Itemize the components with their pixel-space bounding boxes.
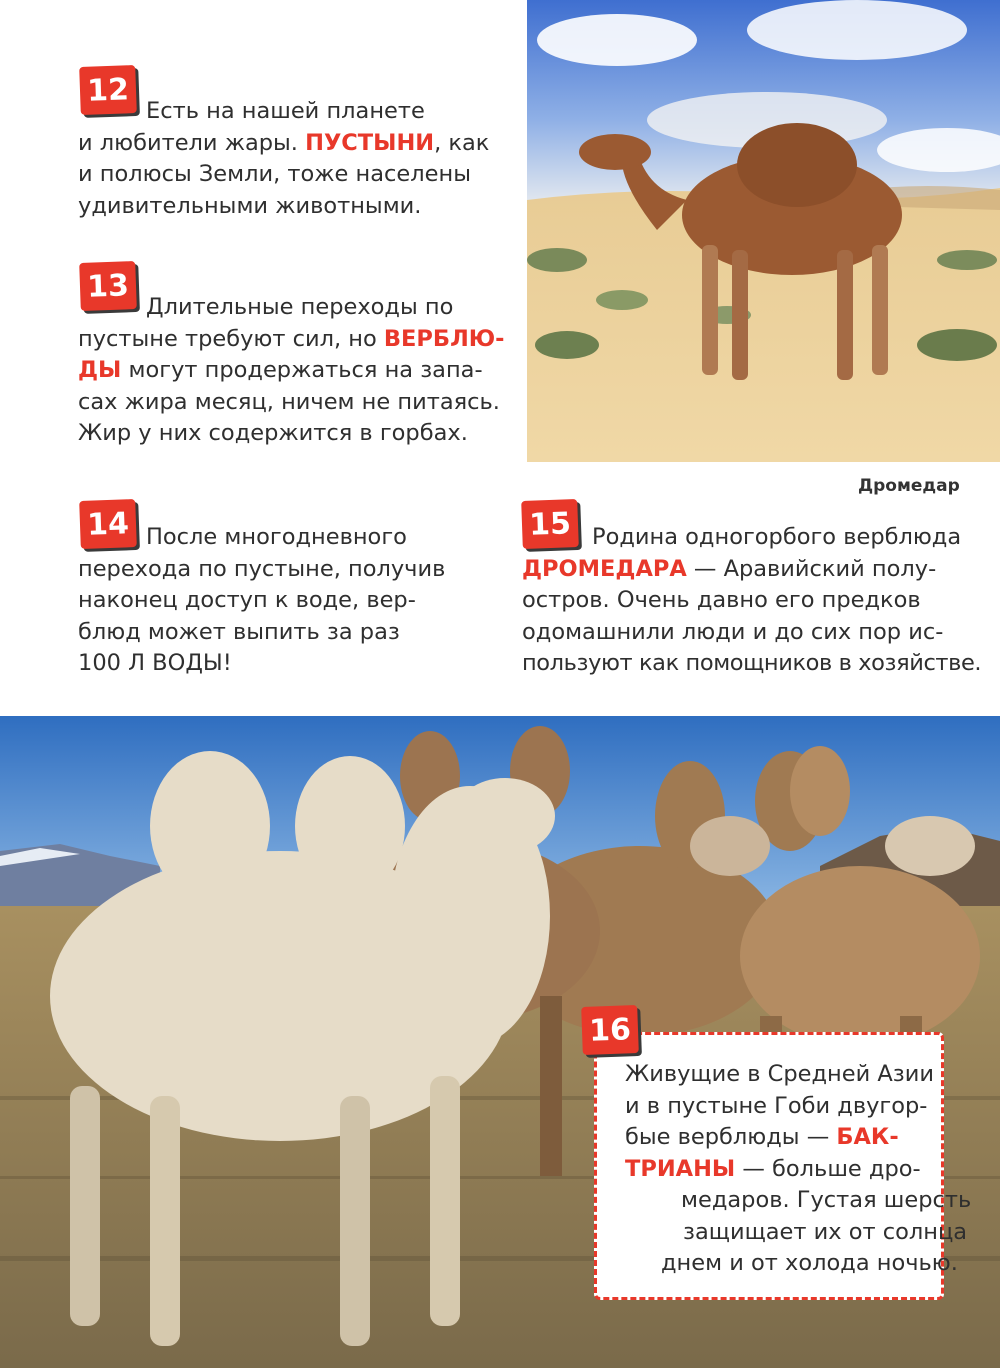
text-line: и в пустыне Гоби двугор-: [625, 1092, 928, 1119]
text-line: ТРИАНЫ — больше дро-: [625, 1155, 921, 1182]
text-line: остров. Очень давно его предков: [522, 587, 921, 613]
text-line: Есть на нашей планете: [146, 98, 425, 124]
text-line: и полюсы Земли, тоже населены: [78, 161, 471, 187]
text-line: Длительные переходы по: [146, 294, 454, 320]
fact-number-badge: 15: [521, 499, 579, 549]
dromedary-photo: [527, 0, 1000, 462]
text-line: наконец доступ к воде, вер-: [78, 587, 416, 613]
text-line: днем и от холода ночью.: [661, 1250, 958, 1276]
text-line: ДРОМЕДАРА — Аравийский полу-: [522, 555, 937, 582]
text-line: сах жира месяц, ничем не питаясь.: [78, 388, 500, 415]
highlight-term: ТРИАНЫ: [625, 1155, 736, 1182]
text-line: удивительными животными.: [78, 192, 422, 219]
text-line: защищает их от солнца: [683, 1218, 968, 1245]
text-line: Родина одногорбого верблюда: [592, 524, 962, 550]
dromedary-illustration: [527, 0, 1000, 462]
highlight-term: ПУСТЫНИ: [305, 129, 435, 156]
text-line: 100 Л ВОДЫ!: [78, 650, 232, 676]
highlight-term: ДЫ: [78, 357, 122, 383]
text-line: После многодневного: [146, 524, 407, 550]
text-line: Жир у них содержится в горбах.: [78, 420, 468, 446]
text-line: медаров. Густая шерсть: [681, 1187, 972, 1213]
fact-number-badge: 16: [581, 1005, 639, 1055]
fact-number-badge: 12: [79, 65, 137, 115]
text-line: пустыне требуют сил, но ВЕРБЛЮ-: [78, 325, 505, 352]
text-line: бые верблюды — БАК-: [625, 1124, 899, 1150]
text-line: и любители жары. ПУСТЫНИ, как: [78, 129, 490, 156]
fact-number-badge: 14: [79, 499, 137, 549]
fact-text: [78, 292, 505, 450]
highlight-term: ДРОМЕДАРА: [522, 555, 687, 582]
text-line: пользуют как помощников в хозяйстве.: [522, 650, 982, 676]
fact-text: [522, 522, 981, 680]
text-line: одомашнили люди и до сих пор ис-: [522, 618, 944, 645]
fact-text: [625, 1059, 971, 1280]
fact-16-box: [594, 1032, 972, 1300]
fact-number-badge: 13: [79, 261, 137, 311]
dromedary-caption: Дромедар: [858, 476, 960, 496]
highlight-term: ВЕРБЛЮ-: [383, 325, 505, 352]
fact-text: [78, 522, 445, 680]
text-line: Живущие в Средней Азии: [625, 1061, 934, 1087]
text-line: ДЫ могут продержаться на запа-: [78, 357, 483, 383]
highlight-term: БАК-: [836, 1124, 899, 1150]
text-line: перехода по пустыне, получив: [78, 555, 446, 582]
fact-text: [78, 96, 489, 222]
text-line: блюд может выпить за раз: [78, 618, 400, 645]
